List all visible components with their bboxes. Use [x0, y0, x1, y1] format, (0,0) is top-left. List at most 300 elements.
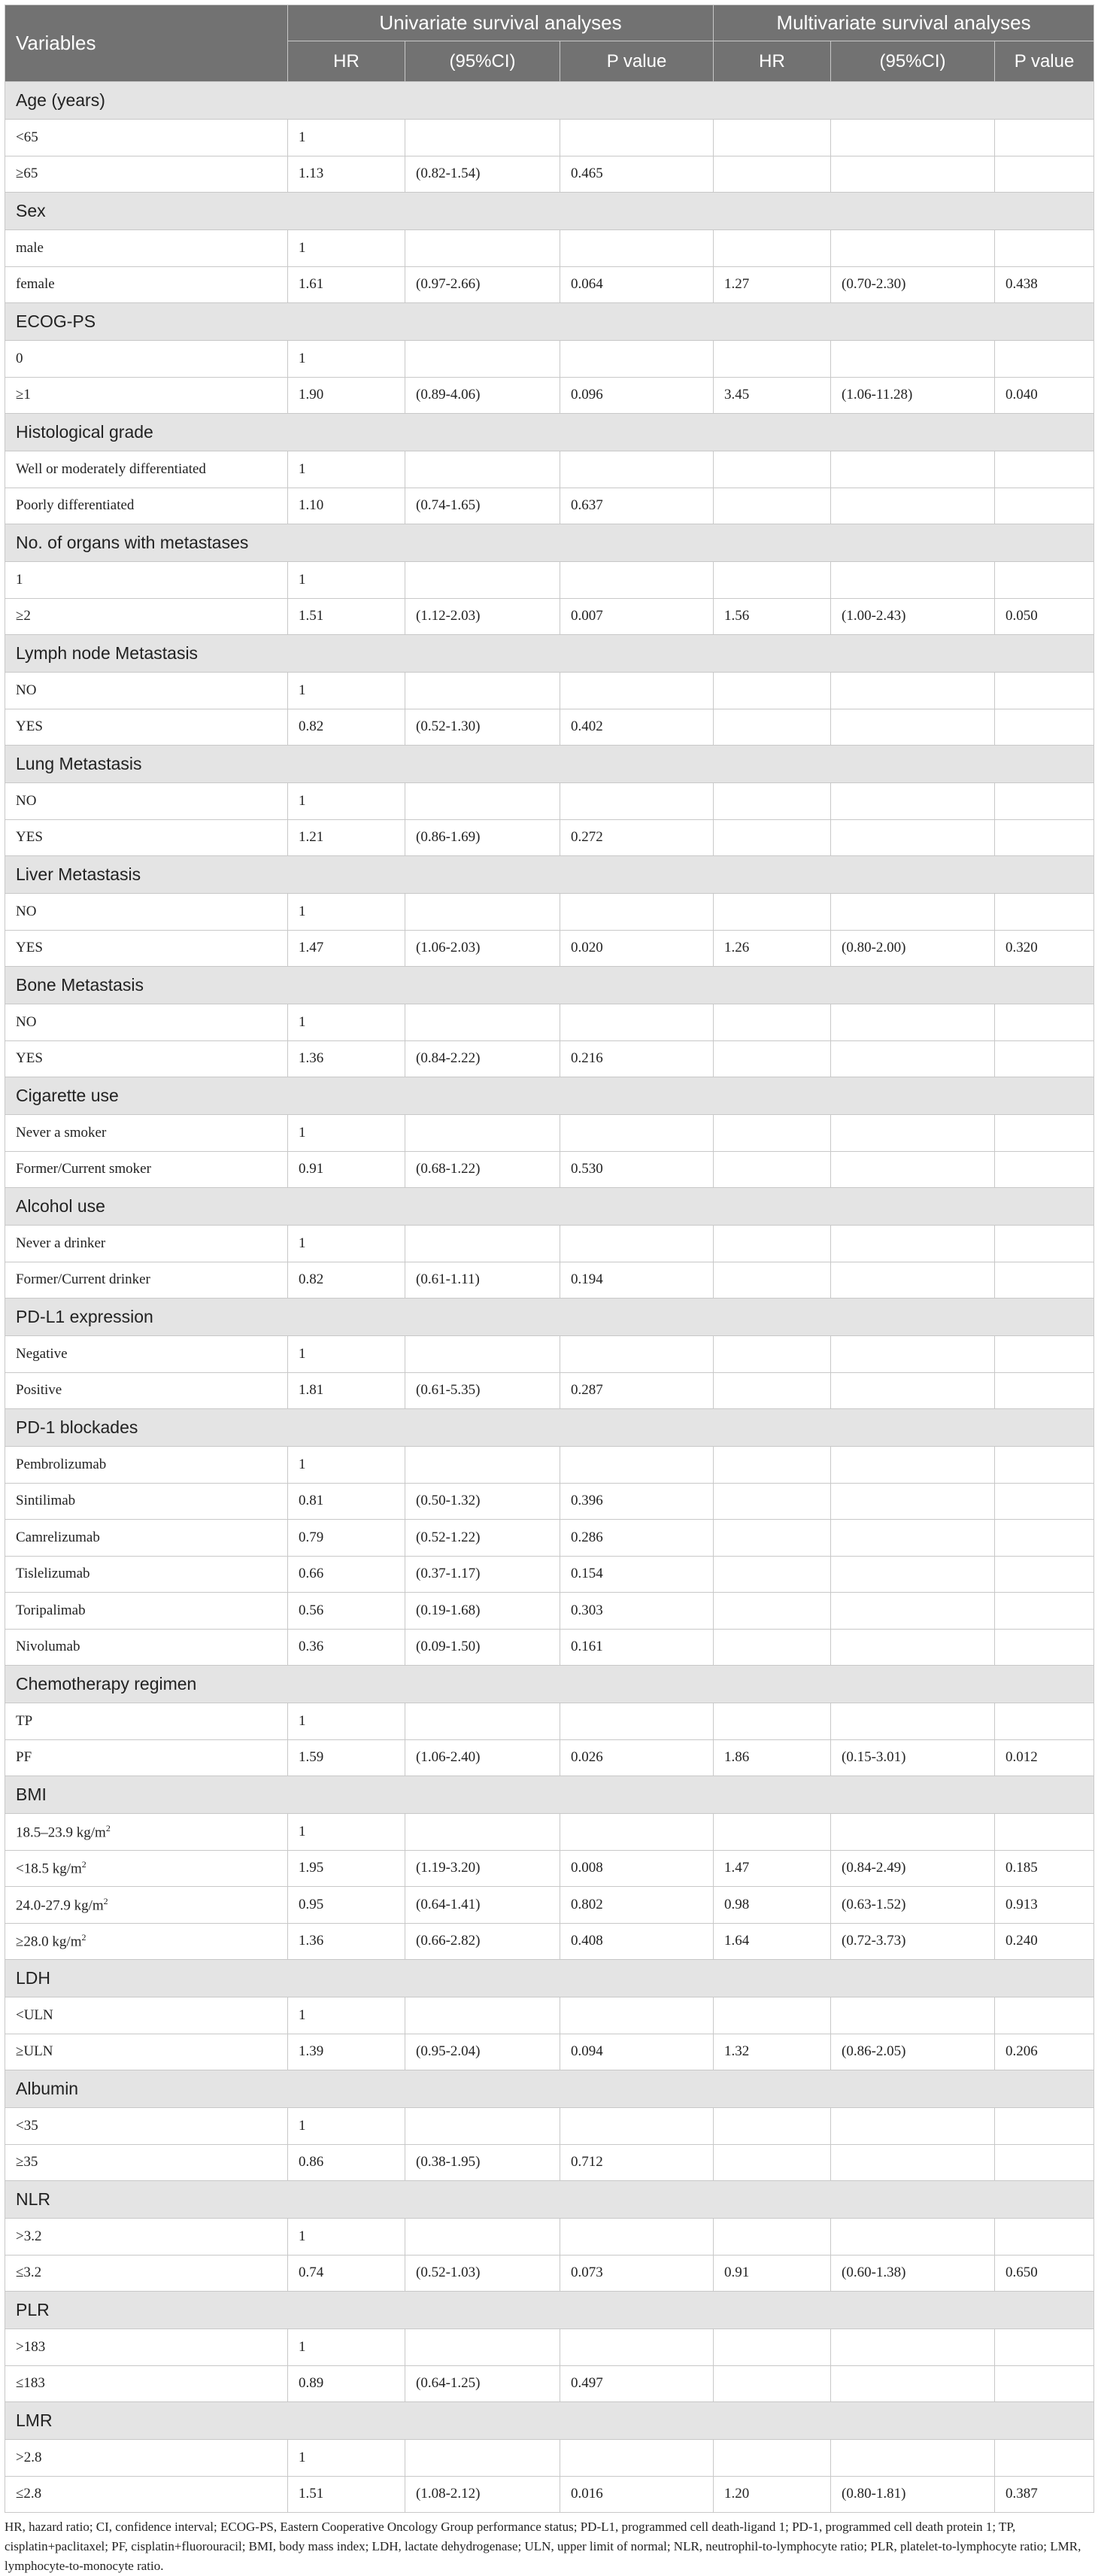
univariate-p-cell: 0.007	[560, 598, 714, 635]
group-header-row	[5, 1077, 1094, 1115]
group-header-row	[5, 1666, 1094, 1703]
row-label: ≤183	[16, 2375, 45, 2392]
multivariate-hr-cell	[714, 819, 831, 856]
row-label-cell	[5, 930, 288, 967]
group-title: BMI	[5, 1776, 1094, 1814]
multivariate-p-cell: 0.438	[995, 266, 1094, 303]
table-row	[5, 488, 1094, 524]
univariate-hr-cell: 1.61	[288, 266, 405, 303]
row-label-cell	[5, 2476, 288, 2513]
multivariate-ci-cell	[831, 2108, 995, 2145]
row-label-cell	[5, 598, 288, 635]
row-label-superscript: 2	[81, 1859, 86, 1870]
multivariate-ci-cell	[831, 1483, 995, 1520]
header-univariate-hr: HR	[288, 41, 405, 82]
row-label: Never a drinker	[16, 1235, 106, 1251]
multivariate-ci-cell	[831, 1593, 995, 1630]
univariate-p-cell	[560, 673, 714, 709]
univariate-p-cell: 0.497	[560, 2365, 714, 2402]
multivariate-p-cell	[995, 1040, 1094, 1077]
univariate-ci-cell: (1.19-3.20)	[405, 1850, 560, 1887]
multivariate-hr-cell	[714, 709, 831, 746]
group-title: PD-L1 expression	[5, 1299, 1094, 1336]
univariate-p-cell	[560, 451, 714, 488]
row-label: NO	[16, 792, 37, 809]
multivariate-hr-cell	[714, 120, 831, 156]
header-multivariate-p: P value	[995, 41, 1094, 82]
univariate-ci-cell: (0.37-1.17)	[405, 1556, 560, 1593]
univariate-p-cell: 0.026	[560, 1739, 714, 1776]
group-title: Chemotherapy regimen	[5, 1666, 1094, 1703]
multivariate-hr-cell	[714, 156, 831, 193]
univariate-hr-cell: 1	[288, 1814, 405, 1851]
group-header-row	[5, 524, 1094, 562]
table-row	[5, 1997, 1094, 2034]
multivariate-p-cell	[995, 1151, 1094, 1188]
univariate-hr-cell: 1	[288, 894, 405, 931]
table-row	[5, 1556, 1094, 1593]
univariate-hr-cell: 1.47	[288, 930, 405, 967]
multivariate-ci-cell: (1.06-11.28)	[831, 377, 995, 414]
row-label: Positive	[16, 1382, 62, 1399]
table-row	[5, 1226, 1094, 1262]
row-label: 1	[16, 571, 23, 588]
univariate-ci-cell: (0.09-1.50)	[405, 1629, 560, 1666]
table-row	[5, 894, 1094, 931]
univariate-ci-cell: (1.06-2.03)	[405, 930, 560, 967]
univariate-p-cell	[560, 2108, 714, 2145]
group-title: LDH	[5, 1960, 1094, 1997]
univariate-hr-cell: 1	[288, 120, 405, 156]
multivariate-hr-cell	[714, 673, 831, 709]
multivariate-p-cell	[995, 1593, 1094, 1630]
row-label-cell	[5, 1703, 288, 1740]
univariate-ci-cell: (0.38-1.95)	[405, 2144, 560, 2181]
row-label-cell	[5, 2255, 288, 2292]
multivariate-ci-cell	[831, 2440, 995, 2477]
row-label: NO	[16, 1013, 37, 1030]
multivariate-ci-cell	[831, 1997, 995, 2034]
multivariate-hr-cell: 3.45	[714, 377, 831, 414]
multivariate-ci-cell	[831, 2329, 995, 2366]
row-label: ≥1	[16, 387, 31, 403]
header-univariate-ci: (95%CI)	[405, 41, 560, 82]
multivariate-ci-cell: (0.60-1.38)	[831, 2255, 995, 2292]
row-label-cell	[5, 120, 288, 156]
multivariate-ci-cell	[831, 1040, 995, 1077]
group-title: Lymph node Metastasis	[5, 635, 1094, 673]
multivariate-p-cell	[995, 341, 1094, 378]
row-label-cell	[5, 1483, 288, 1520]
row-label-cell	[5, 1887, 288, 1924]
multivariate-hr-cell	[714, 1262, 831, 1299]
multivariate-hr-cell: 0.98	[714, 1887, 831, 1924]
row-label-cell	[5, 2329, 288, 2366]
univariate-ci-cell: (0.66-2.82)	[405, 1923, 560, 1960]
univariate-hr-cell: 0.82	[288, 1262, 405, 1299]
multivariate-hr-cell	[714, 230, 831, 267]
univariate-hr-cell: 1.10	[288, 488, 405, 524]
univariate-ci-cell: (0.52-1.30)	[405, 709, 560, 746]
multivariate-ci-cell: (0.80-1.81)	[831, 2476, 995, 2513]
univariate-hr-cell: 0.95	[288, 1887, 405, 1924]
row-label-cell	[5, 2034, 288, 2070]
group-title: Alcohol use	[5, 1188, 1094, 1226]
multivariate-p-cell	[995, 2144, 1094, 2181]
multivariate-p-cell	[995, 1483, 1094, 1520]
row-label: Negative	[16, 1345, 68, 1362]
univariate-ci-cell: (1.08-2.12)	[405, 2476, 560, 2513]
multivariate-hr-cell	[714, 2144, 831, 2181]
row-label-cell	[5, 488, 288, 524]
group-header-row	[5, 2181, 1094, 2219]
univariate-p-cell: 0.216	[560, 1040, 714, 1077]
multivariate-hr-cell	[714, 562, 831, 599]
multivariate-p-cell	[995, 2365, 1094, 2402]
group-header-row	[5, 2292, 1094, 2329]
multivariate-p-cell	[995, 1115, 1094, 1152]
multivariate-p-cell	[995, 1520, 1094, 1557]
multivariate-hr-cell	[714, 1151, 831, 1188]
multivariate-p-cell	[995, 120, 1094, 156]
multivariate-ci-cell	[831, 1703, 995, 1740]
multivariate-hr-cell	[714, 2219, 831, 2256]
univariate-p-cell: 0.020	[560, 930, 714, 967]
survival-analysis-table	[5, 5, 1094, 2513]
table-row	[5, 451, 1094, 488]
header-variables: Variables	[5, 5, 288, 82]
multivariate-p-cell	[995, 156, 1094, 193]
multivariate-ci-cell	[831, 1447, 995, 1484]
univariate-p-cell: 0.396	[560, 1483, 714, 1520]
multivariate-p-cell	[995, 2440, 1094, 2477]
row-label: <18.5 kg/m	[16, 1861, 82, 1877]
univariate-hr-cell: 1.39	[288, 2034, 405, 2070]
table-row	[5, 2365, 1094, 2402]
row-label: Camrelizumab	[16, 1529, 100, 1545]
univariate-p-cell: 0.712	[560, 2144, 714, 2181]
row-label: male	[16, 239, 44, 256]
multivariate-p-cell: 0.387	[995, 2476, 1094, 2513]
multivariate-hr-cell	[714, 1629, 831, 1666]
multivariate-p-cell	[995, 1997, 1094, 2034]
multivariate-p-cell	[995, 894, 1094, 931]
table-row	[5, 1923, 1094, 1960]
multivariate-ci-cell	[831, 2365, 995, 2402]
row-label-cell	[5, 2365, 288, 2402]
group-header-row	[5, 856, 1094, 894]
row-label-cell	[5, 1850, 288, 1887]
univariate-ci-cell: (0.64-1.25)	[405, 2365, 560, 2402]
univariate-ci-cell	[405, 1226, 560, 1262]
table-row	[5, 930, 1094, 967]
group-title: Histological grade	[5, 414, 1094, 451]
multivariate-ci-cell	[831, 709, 995, 746]
header-multivariate-hr: HR	[714, 41, 831, 82]
row-label-cell	[5, 1115, 288, 1152]
row-label-cell	[5, 1520, 288, 1557]
row-label: Pembrolizumab	[16, 1456, 107, 1472]
univariate-ci-cell	[405, 341, 560, 378]
multivariate-ci-cell: (0.72-3.73)	[831, 1923, 995, 1960]
group-title: Liver Metastasis	[5, 856, 1094, 894]
univariate-hr-cell: 1	[288, 673, 405, 709]
multivariate-hr-cell: 1.64	[714, 1923, 831, 1960]
table-row	[5, 1593, 1094, 1630]
row-label-cell	[5, 1004, 288, 1041]
univariate-p-cell: 0.016	[560, 2476, 714, 2513]
table-row	[5, 1520, 1094, 1557]
row-label: ≥28.0 kg/m	[16, 1934, 82, 1950]
row-label-cell	[5, 341, 288, 378]
row-label-superscript: 2	[105, 1822, 111, 1833]
multivariate-p-cell	[995, 1629, 1094, 1666]
row-label: NO	[16, 682, 37, 698]
row-label-cell	[5, 1226, 288, 1262]
row-label-cell	[5, 2219, 288, 2256]
table-row	[5, 598, 1094, 635]
group-header-row	[5, 746, 1094, 783]
row-label-cell	[5, 266, 288, 303]
multivariate-hr-cell	[714, 2440, 831, 2477]
multivariate-hr-cell	[714, 451, 831, 488]
univariate-ci-cell: (0.74-1.65)	[405, 488, 560, 524]
univariate-hr-cell: 0.86	[288, 2144, 405, 2181]
multivariate-hr-cell	[714, 1997, 831, 2034]
univariate-ci-cell	[405, 230, 560, 267]
group-header-row	[5, 1960, 1094, 1997]
row-label-cell	[5, 673, 288, 709]
univariate-ci-cell: (0.52-1.22)	[405, 1520, 560, 1557]
univariate-ci-cell	[405, 1997, 560, 2034]
row-label: 18.5–23.9 kg/m	[16, 1824, 106, 1840]
univariate-hr-cell: 1	[288, 2440, 405, 2477]
multivariate-hr-cell: 1.47	[714, 1850, 831, 1887]
row-label-cell	[5, 894, 288, 931]
univariate-ci-cell	[405, 2219, 560, 2256]
table-row	[5, 1483, 1094, 1520]
row-label: Never a smoker	[16, 1124, 107, 1141]
row-label-superscript: 2	[103, 1895, 108, 1906]
multivariate-p-cell: 0.050	[995, 598, 1094, 635]
univariate-hr-cell: 0.81	[288, 1483, 405, 1520]
row-label: ≥35	[16, 2154, 38, 2170]
multivariate-hr-cell	[714, 1593, 831, 1630]
univariate-p-cell: 0.286	[560, 1520, 714, 1557]
group-title: Sex	[5, 193, 1094, 230]
multivariate-p-cell: 0.650	[995, 2255, 1094, 2292]
univariate-hr-cell: 1.51	[288, 2476, 405, 2513]
row-label-cell	[5, 451, 288, 488]
multivariate-ci-cell	[831, 1556, 995, 1593]
multivariate-p-cell	[995, 2219, 1094, 2256]
univariate-p-cell: 0.272	[560, 819, 714, 856]
row-label-superscript: 2	[81, 1932, 86, 1943]
table-row	[5, 1372, 1094, 1409]
multivariate-hr-cell: 1.32	[714, 2034, 831, 2070]
multivariate-ci-cell	[831, 1520, 995, 1557]
row-label: Toripalimab	[16, 1602, 86, 1618]
group-header-row	[5, 303, 1094, 341]
row-label: >183	[16, 2338, 46, 2355]
multivariate-p-cell	[995, 230, 1094, 267]
row-label-cell	[5, 156, 288, 193]
univariate-ci-cell: (0.95-2.04)	[405, 2034, 560, 2070]
multivariate-hr-cell	[714, 2329, 831, 2366]
univariate-p-cell	[560, 2440, 714, 2477]
multivariate-p-cell	[995, 1703, 1094, 1740]
group-header-row	[5, 1188, 1094, 1226]
table-row	[5, 1703, 1094, 1740]
multivariate-ci-cell	[831, 451, 995, 488]
univariate-p-cell	[560, 1115, 714, 1152]
survival-analysis-table-container	[5, 5, 1093, 2576]
multivariate-ci-cell	[831, 1151, 995, 1188]
row-label: YES	[16, 718, 43, 735]
multivariate-hr-cell	[714, 1447, 831, 1484]
multivariate-p-cell	[995, 1447, 1094, 1484]
univariate-hr-cell: 1	[288, 1004, 405, 1041]
multivariate-ci-cell	[831, 488, 995, 524]
row-label: YES	[16, 1050, 43, 1067]
table-body	[5, 82, 1094, 2513]
univariate-p-cell: 0.402	[560, 709, 714, 746]
row-label: Nivolumab	[16, 1639, 80, 1655]
multivariate-p-cell	[995, 709, 1094, 746]
row-label: Former/Current smoker	[16, 1161, 151, 1177]
row-label-cell	[5, 1556, 288, 1593]
univariate-hr-cell: 1	[288, 783, 405, 820]
multivariate-p-cell	[995, 1262, 1094, 1299]
table-row	[5, 230, 1094, 267]
row-label: Tislelizumab	[16, 1566, 90, 1582]
univariate-hr-cell: 1.13	[288, 156, 405, 193]
multivariate-ci-cell	[831, 230, 995, 267]
univariate-hr-cell: 0.66	[288, 1556, 405, 1593]
multivariate-hr-cell	[714, 2108, 831, 2145]
group-title: PD-1 blockades	[5, 1409, 1094, 1447]
multivariate-ci-cell: (0.80-2.00)	[831, 930, 995, 967]
table-row	[5, 673, 1094, 709]
univariate-p-cell: 0.530	[560, 1151, 714, 1188]
univariate-ci-cell	[405, 2440, 560, 2477]
table-row	[5, 120, 1094, 156]
multivariate-hr-cell: 0.91	[714, 2255, 831, 2292]
univariate-ci-cell	[405, 1447, 560, 1484]
group-title: Bone Metastasis	[5, 967, 1094, 1004]
multivariate-p-cell	[995, 488, 1094, 524]
univariate-ci-cell: (0.50-1.32)	[405, 1483, 560, 1520]
multivariate-p-cell	[995, 1556, 1094, 1593]
multivariate-hr-cell: 1.86	[714, 1739, 831, 1776]
row-label: YES	[16, 829, 43, 846]
multivariate-hr-cell	[714, 1115, 831, 1152]
univariate-hr-cell: 1.95	[288, 1850, 405, 1887]
multivariate-hr-cell	[714, 894, 831, 931]
group-header-row	[5, 2070, 1094, 2108]
group-header-row	[5, 967, 1094, 1004]
table-row	[5, 783, 1094, 820]
univariate-p-cell	[560, 1997, 714, 2034]
multivariate-ci-cell	[831, 1115, 995, 1152]
multivariate-hr-cell: 1.27	[714, 266, 831, 303]
group-title: Albumin	[5, 2070, 1094, 2108]
row-label-cell	[5, 1629, 288, 1666]
univariate-hr-cell: 0.89	[288, 2365, 405, 2402]
row-label-cell	[5, 1151, 288, 1188]
table-row	[5, 1739, 1094, 1776]
univariate-hr-cell: 0.82	[288, 709, 405, 746]
table-row	[5, 266, 1094, 303]
univariate-ci-cell: (0.86-1.69)	[405, 819, 560, 856]
univariate-p-cell: 0.802	[560, 1887, 714, 1924]
row-label-cell	[5, 1739, 288, 1776]
multivariate-ci-cell	[831, 1262, 995, 1299]
univariate-ci-cell	[405, 120, 560, 156]
row-label: Well or moderately differentiated	[16, 460, 206, 477]
multivariate-hr-cell	[714, 1520, 831, 1557]
row-label-cell	[5, 1336, 288, 1373]
row-label-cell	[5, 1372, 288, 1409]
header-univariate-p: P value	[560, 41, 714, 82]
multivariate-ci-cell	[831, 1226, 995, 1262]
multivariate-hr-cell	[714, 1814, 831, 1851]
univariate-hr-cell: 1.59	[288, 1739, 405, 1776]
group-header-row	[5, 1409, 1094, 1447]
group-header-row	[5, 2402, 1094, 2440]
multivariate-hr-cell	[714, 1372, 831, 1409]
multivariate-p-cell	[995, 1814, 1094, 1851]
table-row	[5, 2476, 1094, 2513]
row-label: <35	[16, 2117, 38, 2134]
univariate-hr-cell: 1.90	[288, 377, 405, 414]
univariate-ci-cell: (0.82-1.54)	[405, 156, 560, 193]
row-label: >3.2	[16, 2228, 42, 2244]
table-row	[5, 562, 1094, 599]
table-row	[5, 1040, 1094, 1077]
univariate-p-cell: 0.194	[560, 1262, 714, 1299]
group-title: LMR	[5, 2402, 1094, 2440]
multivariate-ci-cell	[831, 341, 995, 378]
univariate-hr-cell: 1	[288, 2329, 405, 2366]
univariate-p-cell	[560, 120, 714, 156]
group-header-row	[5, 193, 1094, 230]
row-label-cell	[5, 2144, 288, 2181]
univariate-ci-cell: (0.64-1.41)	[405, 1887, 560, 1924]
univariate-hr-cell: 1	[288, 562, 405, 599]
row-label-cell	[5, 1923, 288, 1960]
header-multivariate-ci: (95%CI)	[831, 41, 995, 82]
multivariate-hr-cell: 1.26	[714, 930, 831, 967]
multivariate-p-cell	[995, 2108, 1094, 2145]
row-label: ≤2.8	[16, 2486, 42, 2502]
row-label: ≥ULN	[16, 2043, 53, 2060]
row-label-cell	[5, 2108, 288, 2145]
row-label-cell	[5, 230, 288, 267]
row-label: PF	[16, 1749, 32, 1766]
row-label-cell	[5, 783, 288, 820]
univariate-p-cell	[560, 1814, 714, 1851]
univariate-hr-cell: 0.79	[288, 1520, 405, 1557]
group-header-row	[5, 1299, 1094, 1336]
multivariate-hr-cell	[714, 1226, 831, 1262]
multivariate-ci-cell	[831, 2144, 995, 2181]
univariate-p-cell: 0.154	[560, 1556, 714, 1593]
row-label-cell	[5, 819, 288, 856]
group-header-row	[5, 82, 1094, 120]
row-label: female	[16, 276, 55, 293]
row-label-cell	[5, 1814, 288, 1851]
